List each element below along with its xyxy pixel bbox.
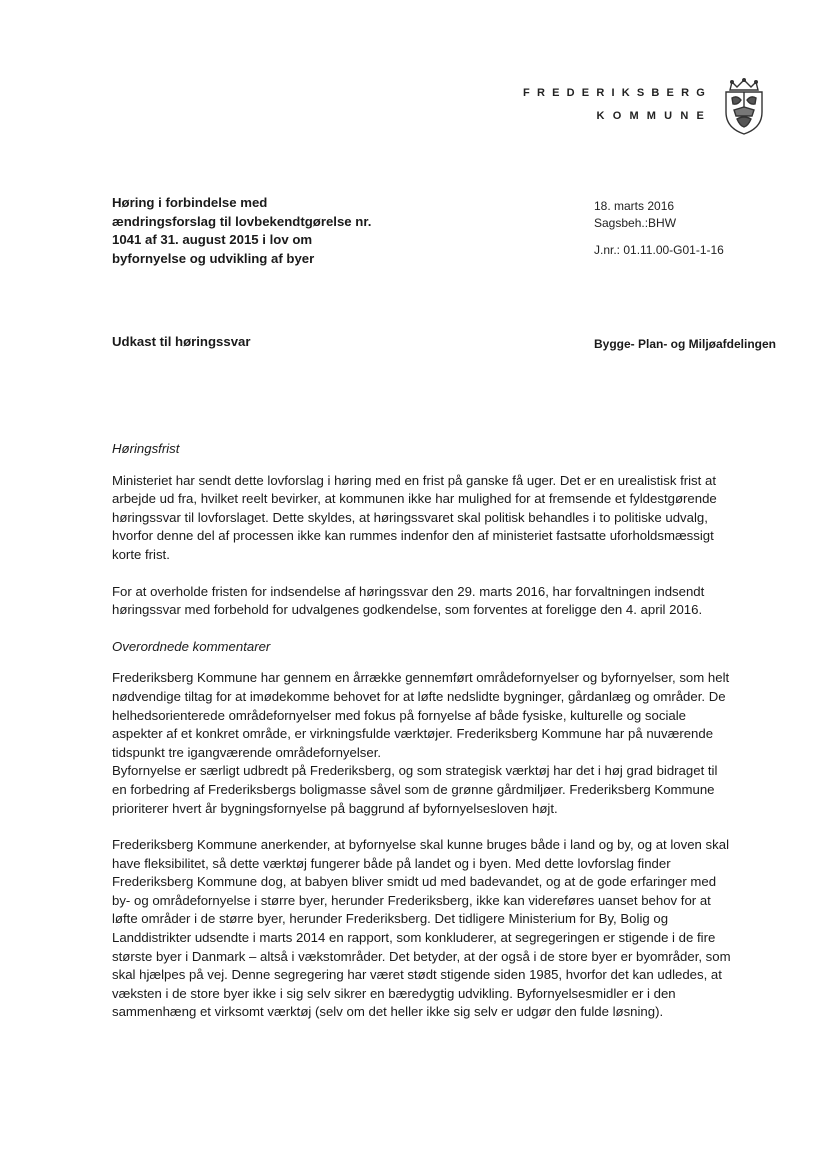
subject-heading: Høring i forbindelse med ændringsforslag til lovbekendtgørelse nr. 1041 af 31. august 2015 i lov om byfornyelse og udvikling af byer bbox=[112, 195, 372, 266]
department-name: Bygge- Plan- og Miljøafdelingen bbox=[594, 337, 777, 351]
draft-title: Udkast til høringssvar bbox=[112, 334, 251, 349]
journal-number: J.nr.: 01.11.00-G01-1-16 bbox=[594, 243, 724, 257]
letter-body bbox=[112, 440, 732, 1040]
paragraph: Byfornyelse er særligt udbredt på Frederiksberg, og som strategisk værktøj har det i høj grad bidraget til en forbedring af Frederiksbergs boligmasse såvel som de grønne gårdmiljøer. Frederiksberg Kommune prioriterer hvert år bygningsfornyelse på baggrund af byfornyelsesloven højt. bbox=[112, 763, 718, 816]
document-date: 18. marts 2016 bbox=[594, 199, 675, 213]
org-name-line1: FREDERIKSBERG bbox=[523, 87, 712, 99]
org-name-line2: KOMMUNE bbox=[596, 110, 712, 122]
paragraph: Frederiksberg Kommune har gennem en årrække gennemført områdefornyelser og byfornyelser, som helt nødvendige tiltag for at imødekomme behovet for at løfte nedslidte bygninger, gårdanlæg og områder. De helhedsorienterede områdefornyelser med fokus på fornyelse af både fysiske, kulturelle og sociale aspekter af et konkret område, er virkningsfulde værktøjer. Frederiksberg Kommune har på nuværende tidspunkt tre igangværende områdefornyelser. bbox=[112, 670, 730, 760]
coat-of-arms-icon bbox=[720, 78, 768, 136]
paragraph: Frederiksberg Kommune anerkender, at byfornyelse skal kunne bruges både i land og by, og at loven skal have fleksibilitet, så dette værktøj fungerer både på landet og i byen. Med dette lovforslag finder Frederiksberg Kommune dog, at babyen bliver smidt ud med badevandet, og at de gode erfaringer med by- og områdefornyelse i større byer, herunder Frederiksberg, ikke kan videreføres uanset behov for at løfte områder i de større byer, herunder Frederiksberg. Det tidligere Ministerium for By, Bolig og Landdistrikter udsendte i marts 2014 en rapport, som konkluderer, at segregeringen er stigende i de fire største byer i Danmark – altså i vækstområder. Det betyder, at der også i de store byer er byområder, som skal hjælpes på vej. Denne segregering har været stødt stigende siden 1985, hvorfor det kan udledes, at væksten i de store byer ikke i sig selv sikrer en bæredygtig udvikling. Byfornyelsesmidler er i den sammenhæng et virksomt værktøj (selv om det heller ikke sig selv er udgør den fulde løsning). bbox=[112, 837, 731, 1020]
section-heading-comments: Overordnede kommentarer bbox=[112, 638, 271, 654]
case-officer: Sagsbeh.:BHW bbox=[594, 216, 677, 230]
section-heading-deadline: Høringsfrist bbox=[112, 441, 180, 456]
paragraph: Ministeriet har sendt dette lovforslag i høring med en frist på ganske få uger. Det er en urealistisk frist at arbejde ud fra, hvilket reelt bevirker, at kommunen ikke har mulighed for at fremsende et fyldestgørende høringssvar til lovforslaget. Dette skyldes, at høringssvaret skal politisk behandles i to politiske udvalg, hvorfor denne del af processen ikke kan rummes indenfor den af ministeriet fastsatte uforholdsmæssigt korte frist. bbox=[112, 472, 717, 562]
paragraph: For at overholde fristen for indsendelse af høringssvar den 29. marts 2016, har forvaltningen indsendt høringssvar med forbehold for udvalgenes godkendelse, som forventes at foreligge den 4. april 2016. bbox=[112, 583, 705, 618]
